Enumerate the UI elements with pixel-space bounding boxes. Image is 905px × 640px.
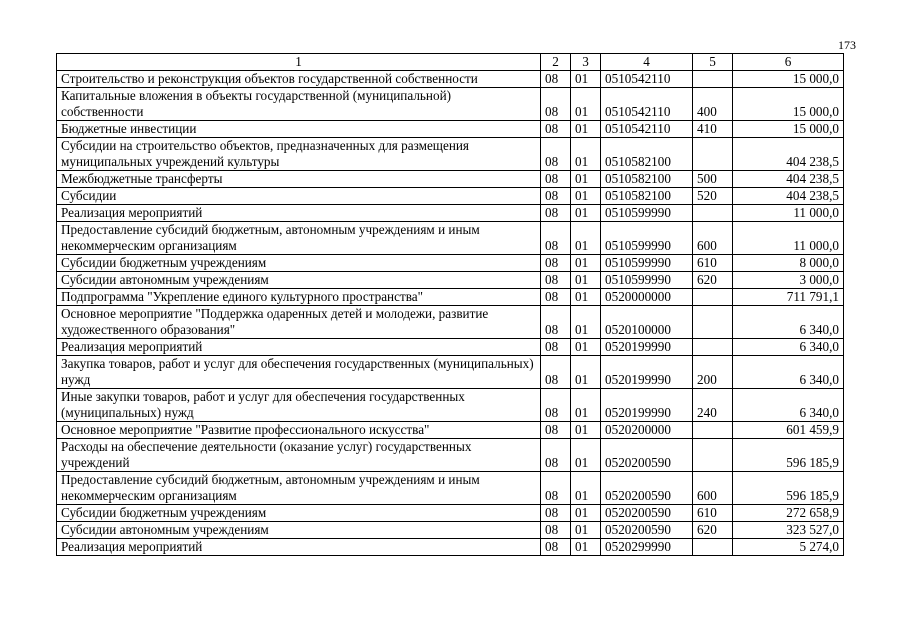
target-article-cell: 0510599990 bbox=[601, 255, 693, 272]
subsection-cell: 01 bbox=[571, 171, 601, 188]
section-cell: 08 bbox=[541, 439, 571, 472]
subsection-cell: 01 bbox=[571, 71, 601, 88]
subsection-cell: 01 bbox=[571, 356, 601, 389]
table-row bbox=[57, 222, 844, 255]
amount-cell: 11 000,0 bbox=[733, 205, 844, 222]
amount-cell: 404 238,5 bbox=[733, 138, 844, 171]
subsection-cell: 01 bbox=[571, 539, 601, 556]
target-article-cell: 0510542110 bbox=[601, 121, 693, 138]
name-cell: Предоставление субсидий бюджетным, автономным учреждениям и иным некоммерческим организациям bbox=[57, 222, 541, 255]
section-cell: 08 bbox=[541, 289, 571, 306]
expense-type-cell bbox=[693, 138, 733, 171]
name-cell: Расходы на обеспечение деятельности (оказание услуг) государственных учреждений bbox=[57, 439, 541, 472]
target-article-cell: 0510582100 bbox=[601, 188, 693, 205]
name-cell: Реализация мероприятий bbox=[57, 539, 541, 556]
name-cell: Иные закупки товаров, работ и услуг для обеспечения государственных (муниципальных) нужд bbox=[57, 389, 541, 422]
section-cell: 08 bbox=[541, 272, 571, 289]
expense-type-cell: 520 bbox=[693, 188, 733, 205]
name-cell: Подпрограмма "Укрепление единого культурного пространства" bbox=[57, 289, 541, 306]
header-cell-3: 3 bbox=[571, 54, 601, 71]
header-cell-1: 1 bbox=[57, 54, 541, 71]
subsection-cell: 01 bbox=[571, 439, 601, 472]
name-cell: Субсидии бюджетным учреждениям bbox=[57, 255, 541, 272]
budget-table-body bbox=[57, 54, 844, 556]
amount-cell: 15 000,0 bbox=[733, 88, 844, 121]
expense-type-cell: 400 bbox=[693, 88, 733, 121]
section-cell: 08 bbox=[541, 171, 571, 188]
expense-type-cell bbox=[693, 205, 733, 222]
target-article-cell: 0520199990 bbox=[601, 339, 693, 356]
expense-type-cell: 600 bbox=[693, 472, 733, 505]
subsection-cell: 01 bbox=[571, 88, 601, 121]
amount-cell: 404 238,5 bbox=[733, 188, 844, 205]
amount-cell: 11 000,0 bbox=[733, 222, 844, 255]
amount-cell: 6 340,0 bbox=[733, 389, 844, 422]
table-row bbox=[57, 289, 844, 306]
table-row bbox=[57, 306, 844, 339]
budget-table bbox=[56, 53, 844, 556]
amount-cell: 15 000,0 bbox=[733, 71, 844, 88]
subsection-cell: 01 bbox=[571, 306, 601, 339]
section-cell: 08 bbox=[541, 205, 571, 222]
expense-type-cell: 610 bbox=[693, 255, 733, 272]
target-article-cell: 0510582100 bbox=[601, 138, 693, 171]
name-cell: Субсидии на строительство объектов, предназначенных для размещения муниципальных учреждений культуры bbox=[57, 138, 541, 171]
amount-cell: 323 527,0 bbox=[733, 522, 844, 539]
table-row bbox=[57, 522, 844, 539]
table-row bbox=[57, 422, 844, 439]
section-cell: 08 bbox=[541, 389, 571, 422]
expense-type-cell bbox=[693, 439, 733, 472]
expense-type-cell: 200 bbox=[693, 356, 733, 389]
subsection-cell: 01 bbox=[571, 138, 601, 171]
header-cell-2: 2 bbox=[541, 54, 571, 71]
amount-cell: 596 185,9 bbox=[733, 472, 844, 505]
target-article-cell: 0510542110 bbox=[601, 71, 693, 88]
table-row bbox=[57, 255, 844, 272]
target-article-cell: 0510542110 bbox=[601, 88, 693, 121]
target-article-cell: 0520299990 bbox=[601, 539, 693, 556]
table-row bbox=[57, 339, 844, 356]
name-cell: Субсидии bbox=[57, 188, 541, 205]
target-article-cell: 0520000000 bbox=[601, 289, 693, 306]
amount-cell: 8 000,0 bbox=[733, 255, 844, 272]
amount-cell: 5 274,0 bbox=[733, 539, 844, 556]
expense-type-cell: 620 bbox=[693, 522, 733, 539]
amount-cell: 596 185,9 bbox=[733, 439, 844, 472]
expense-type-cell: 610 bbox=[693, 505, 733, 522]
expense-type-cell bbox=[693, 289, 733, 306]
page-number: 173 bbox=[838, 38, 856, 52]
expense-type-cell: 620 bbox=[693, 272, 733, 289]
amount-cell: 15 000,0 bbox=[733, 121, 844, 138]
table-row bbox=[57, 389, 844, 422]
target-article-cell: 0510599990 bbox=[601, 272, 693, 289]
amount-cell: 6 340,0 bbox=[733, 306, 844, 339]
name-cell: Субсидии автономным учреждениям bbox=[57, 522, 541, 539]
section-cell: 08 bbox=[541, 522, 571, 539]
target-article-cell: 0510582100 bbox=[601, 171, 693, 188]
subsection-cell: 01 bbox=[571, 522, 601, 539]
section-cell: 08 bbox=[541, 255, 571, 272]
subsection-cell: 01 bbox=[571, 389, 601, 422]
section-cell: 08 bbox=[541, 138, 571, 171]
name-cell: Капитальные вложения в объекты государственной (муниципальной) собственности bbox=[57, 88, 541, 121]
target-article-cell: 0520199990 bbox=[601, 389, 693, 422]
table-row bbox=[57, 539, 844, 556]
header-cell-5: 5 bbox=[693, 54, 733, 71]
subsection-cell: 01 bbox=[571, 222, 601, 255]
target-article-cell: 0520100000 bbox=[601, 306, 693, 339]
subsection-cell: 01 bbox=[571, 188, 601, 205]
table-row bbox=[57, 356, 844, 389]
expense-type-cell: 500 bbox=[693, 171, 733, 188]
section-cell: 08 bbox=[541, 188, 571, 205]
table-row bbox=[57, 272, 844, 289]
expense-type-cell: 410 bbox=[693, 121, 733, 138]
subsection-cell: 01 bbox=[571, 505, 601, 522]
name-cell: Субсидии автономным учреждениям bbox=[57, 272, 541, 289]
amount-cell: 6 340,0 bbox=[733, 339, 844, 356]
table-row bbox=[57, 71, 844, 88]
header-cell-6: 6 bbox=[733, 54, 844, 71]
section-cell: 08 bbox=[541, 422, 571, 439]
name-cell: Закупка товаров, работ и услуг для обеспечения государственных (муниципальных) нужд bbox=[57, 356, 541, 389]
subsection-cell: 01 bbox=[571, 205, 601, 222]
table-header-row bbox=[57, 54, 844, 71]
section-cell: 08 bbox=[541, 505, 571, 522]
expense-type-cell: 240 bbox=[693, 389, 733, 422]
amount-cell: 6 340,0 bbox=[733, 356, 844, 389]
table-row bbox=[57, 88, 844, 121]
amount-cell: 3 000,0 bbox=[733, 272, 844, 289]
section-cell: 08 bbox=[541, 356, 571, 389]
amount-cell: 601 459,9 bbox=[733, 422, 844, 439]
name-cell: Основное мероприятие "Поддержка одаренных детей и молодежи, развитие художественного образования" bbox=[57, 306, 541, 339]
name-cell: Субсидии бюджетным учреждениям bbox=[57, 505, 541, 522]
section-cell: 08 bbox=[541, 121, 571, 138]
expense-type-cell bbox=[693, 339, 733, 356]
section-cell: 08 bbox=[541, 472, 571, 505]
name-cell: Реализация мероприятий bbox=[57, 205, 541, 222]
expense-type-cell: 600 bbox=[693, 222, 733, 255]
subsection-cell: 01 bbox=[571, 272, 601, 289]
target-article-cell: 0510599990 bbox=[601, 222, 693, 255]
section-cell: 08 bbox=[541, 539, 571, 556]
subsection-cell: 01 bbox=[571, 121, 601, 138]
section-cell: 08 bbox=[541, 222, 571, 255]
expense-type-cell bbox=[693, 539, 733, 556]
table-row bbox=[57, 439, 844, 472]
table-row bbox=[57, 138, 844, 171]
subsection-cell: 01 bbox=[571, 339, 601, 356]
target-article-cell: 0510599990 bbox=[601, 205, 693, 222]
amount-cell: 711 791,1 bbox=[733, 289, 844, 306]
name-cell: Бюджетные инвестиции bbox=[57, 121, 541, 138]
target-article-cell: 0520200590 bbox=[601, 439, 693, 472]
target-article-cell: 0520200590 bbox=[601, 522, 693, 539]
table-row bbox=[57, 188, 844, 205]
subsection-cell: 01 bbox=[571, 289, 601, 306]
name-cell: Реализация мероприятий bbox=[57, 339, 541, 356]
target-article-cell: 0520200590 bbox=[601, 472, 693, 505]
table-row bbox=[57, 472, 844, 505]
target-article-cell: 0520200590 bbox=[601, 505, 693, 522]
section-cell: 08 bbox=[541, 306, 571, 339]
table-row bbox=[57, 171, 844, 188]
name-cell: Межбюджетные трансферты bbox=[57, 171, 541, 188]
subsection-cell: 01 bbox=[571, 472, 601, 505]
subsection-cell: 01 bbox=[571, 255, 601, 272]
expense-type-cell bbox=[693, 306, 733, 339]
subsection-cell: 01 bbox=[571, 422, 601, 439]
table-row bbox=[57, 505, 844, 522]
name-cell: Основное мероприятие "Развитие профессионального искусства" bbox=[57, 422, 541, 439]
amount-cell: 272 658,9 bbox=[733, 505, 844, 522]
table-row bbox=[57, 205, 844, 222]
target-article-cell: 0520199990 bbox=[601, 356, 693, 389]
section-cell: 08 bbox=[541, 71, 571, 88]
section-cell: 08 bbox=[541, 88, 571, 121]
name-cell: Строительство и реконструкция объектов государственной собственности bbox=[57, 71, 541, 88]
target-article-cell: 0520200000 bbox=[601, 422, 693, 439]
name-cell: Предоставление субсидий бюджетным, автономным учреждениям и иным некоммерческим организациям bbox=[57, 472, 541, 505]
table-row bbox=[57, 121, 844, 138]
expense-type-cell bbox=[693, 422, 733, 439]
section-cell: 08 bbox=[541, 339, 571, 356]
header-cell-4: 4 bbox=[601, 54, 693, 71]
expense-type-cell bbox=[693, 71, 733, 88]
amount-cell: 404 238,5 bbox=[733, 171, 844, 188]
